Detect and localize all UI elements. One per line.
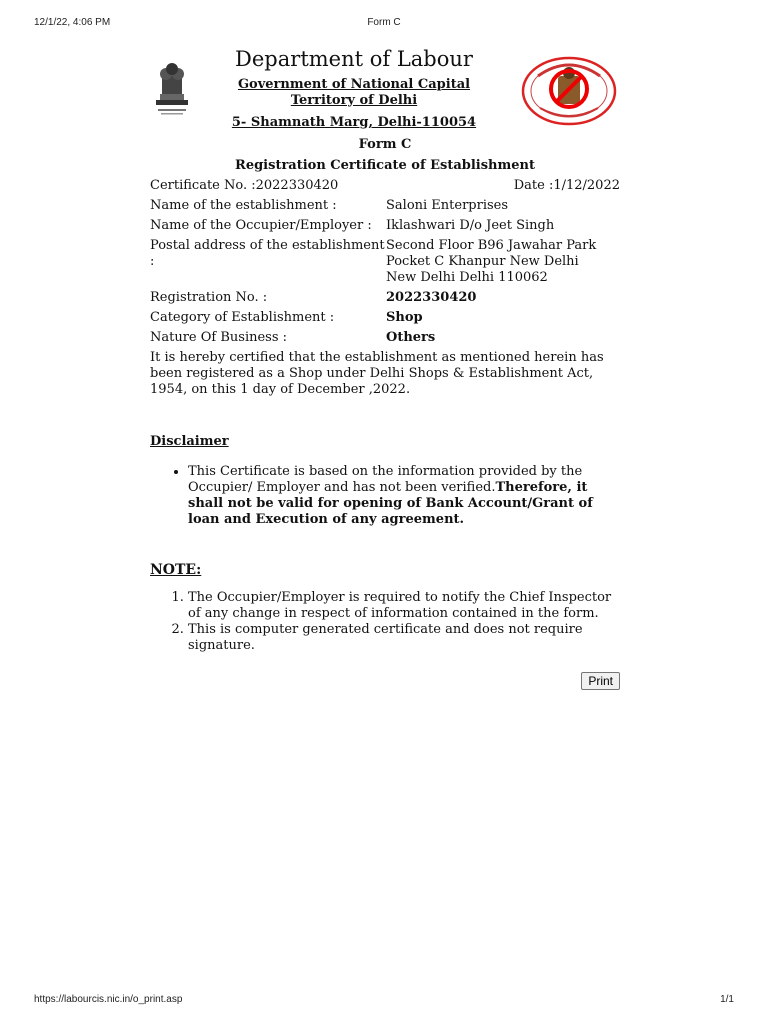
postal-address-value [386,238,620,286]
registration-row [150,290,620,306]
postal-address-label: Postal address of the establishment : [150,238,385,269]
government-name: Government of National Capital Territory of Delhi [237,77,471,108]
category-row [150,310,620,326]
nature-row [150,330,620,346]
no-child-labour-icon [520,56,618,126]
registration-label: Registration No. : [150,290,268,305]
print-button[interactable]: Print [581,672,620,690]
postal-address-row [150,238,620,286]
category-label: Category of Establishment : [150,310,335,325]
postal-address-line: Second Floor B96 Jawahar Park [386,238,597,253]
occupier-label: Name of the Occupier/Employer : [150,218,372,233]
note-title: NOTE: [150,562,202,578]
note-list [150,590,620,654]
postal-address-line: Pocket C Khanpur New Delhi [386,254,579,269]
certificate [150,44,620,690]
disclaimer-item [188,464,620,528]
disclaimer-text: This Certificate is based on the information provided by the Occupier/ Employer and has not been verified. [188,464,583,495]
form-title: Form C [358,137,412,152]
establishment-row [150,198,620,214]
department-name: Department of Labour [235,47,473,71]
note-item: 1. The Occupier/Employer is required to notify the Chief Inspector of any change in respect of information contained in the form. [188,590,620,622]
print-page-number: 1/1 [720,994,734,1005]
establishment-label: Name of the establishment : [150,198,337,213]
certification-statement: It is hereby certified that the establishment as mentioned herein has been registered as a Shop under Delhi Shops & Establishment Act, 1954, on this 1 day of December ,2022. [150,350,604,397]
department-address: 5- Shamnath Marg, Delhi-110054 [231,115,477,130]
registration-value: 2022330420 [386,290,477,305]
nature-label: Nature Of Business : [150,330,288,345]
national-emblem-icon [150,56,194,116]
occupier-row [150,218,620,234]
certificate-date: Date :1/12/2022 [513,178,620,193]
print-url: https://labourcis.nic.in/o_print.asp [34,994,183,1005]
nature-value: Others [386,330,436,345]
disclaimer-title: Disclaimer [150,434,229,449]
certificate-number-row [150,178,620,194]
certificate-number: Certificate No. :2022330420 [150,178,339,193]
category-value: Shop [386,310,423,325]
print-button-wrap [150,672,620,690]
print-page-title: Form C [367,17,401,28]
disclaimer-list [150,464,620,528]
establishment-value: Saloni Enterprises [386,198,509,213]
postal-address-line: New Delhi Delhi 110062 [386,270,548,285]
note-item: 2. This is computer generated certificate and does not require signature. [188,622,620,654]
letterhead [150,44,620,130]
print-datetime: 12/1/22, 4:06 PM [34,17,111,28]
occupier-value: Iklashwari D/o Jeet Singh [386,218,555,233]
disclaimer-bold-text: Therefore, it shall not be valid for opening of Bank Account/Grant of loan and Execution of any agreement. [188,480,593,527]
letterhead-text [204,44,504,131]
certificate-title: Registration Certificate of Establishment [235,158,535,173]
